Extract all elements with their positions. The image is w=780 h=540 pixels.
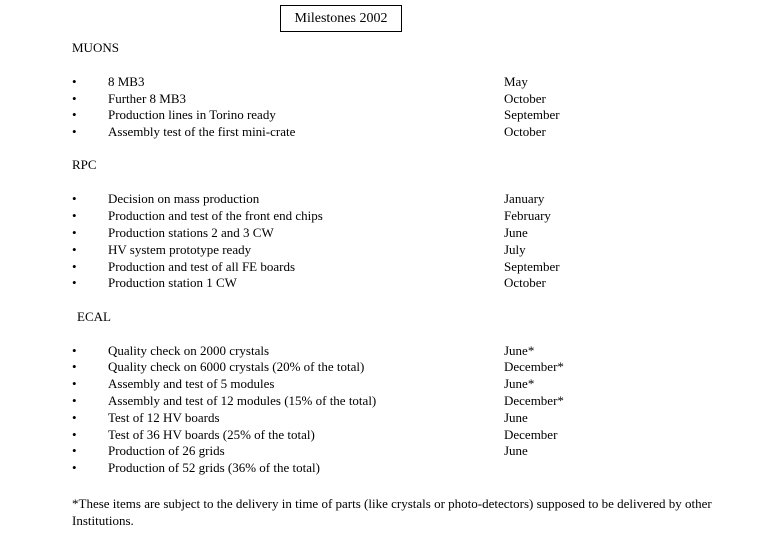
milestone-date: February bbox=[504, 208, 551, 223]
milestone-date: September bbox=[504, 259, 560, 274]
list-item bbox=[0, 124, 780, 140]
milestone-text: Test of 12 HV boards bbox=[108, 410, 220, 425]
bullet-icon: • bbox=[72, 91, 77, 106]
list-item bbox=[0, 460, 780, 476]
list-item bbox=[0, 410, 780, 426]
list-item bbox=[0, 343, 780, 359]
milestone-text: Test of 36 HV boards (25% of the total) bbox=[108, 427, 315, 442]
list-item bbox=[0, 91, 780, 107]
milestone-date: September bbox=[504, 107, 560, 122]
milestone-date: December* bbox=[504, 393, 564, 408]
list-item bbox=[0, 191, 780, 207]
milestone-date: June bbox=[504, 225, 528, 240]
milestone-date: May bbox=[504, 74, 528, 89]
list-item bbox=[0, 427, 780, 443]
milestone-text: 8 MB3 bbox=[108, 74, 145, 89]
section-heading-muons: MUONS bbox=[72, 40, 119, 55]
milestone-date: June bbox=[504, 443, 528, 458]
list-item bbox=[0, 208, 780, 224]
milestone-date: June bbox=[504, 410, 528, 425]
milestone-text: Assembly test of the first mini-crate bbox=[108, 124, 296, 139]
list-item bbox=[0, 376, 780, 392]
milestone-text: Production of 52 grids (36% of the total) bbox=[108, 460, 320, 475]
bullet-icon: • bbox=[72, 259, 77, 274]
milestone-text: Quality check on 2000 crystals bbox=[108, 343, 270, 358]
list-item bbox=[0, 107, 780, 123]
list-item bbox=[0, 359, 780, 375]
milestone-text: Production lines in Torino ready bbox=[108, 107, 276, 122]
milestone-date: December* bbox=[504, 359, 564, 374]
milestone-date: June* bbox=[504, 343, 535, 358]
milestone-text: Production of 26 grids bbox=[108, 443, 225, 458]
milestone-text: Production station 1 CW bbox=[108, 275, 237, 290]
milestone-text: Assembly and test of 5 modules bbox=[108, 376, 275, 391]
milestone-date: December bbox=[504, 427, 558, 442]
milestone-date: October bbox=[504, 275, 546, 290]
milestone-date: October bbox=[504, 91, 546, 106]
list-item bbox=[0, 275, 780, 291]
bullet-icon: • bbox=[72, 376, 77, 391]
bullet-icon: • bbox=[72, 242, 77, 257]
list-item bbox=[0, 74, 780, 90]
milestone-date: January bbox=[504, 191, 545, 206]
milestone-text: Assembly and test of 12 modules (15% of the total) bbox=[108, 393, 377, 408]
milestone-text: Production and test of all FE boards bbox=[108, 259, 296, 274]
section-heading-ecal: ECAL bbox=[77, 309, 111, 324]
milestone-text: HV system prototype ready bbox=[108, 242, 252, 257]
bullet-icon: • bbox=[72, 343, 77, 358]
list-item bbox=[0, 393, 780, 409]
bullet-icon: • bbox=[72, 225, 77, 240]
footnote: *These items are subject to the delivery in time of parts (like crystals or photo-detectors) supposed to be delivered by other Institutions. bbox=[72, 496, 712, 528]
page-title: Milestones 2002 bbox=[280, 5, 402, 32]
milestone-text: Further 8 MB3 bbox=[108, 91, 186, 106]
bullet-icon: • bbox=[72, 208, 77, 223]
list-item bbox=[0, 443, 780, 459]
milestone-text: Production and test of the front end chips bbox=[108, 208, 323, 223]
bullet-icon: • bbox=[72, 107, 77, 122]
bullet-icon: • bbox=[72, 443, 77, 458]
list-item bbox=[0, 259, 780, 275]
bullet-icon: • bbox=[72, 275, 77, 290]
bullet-icon: • bbox=[72, 74, 77, 89]
bullet-icon: • bbox=[72, 460, 77, 475]
list-item bbox=[0, 242, 780, 258]
milestone-date: October bbox=[504, 124, 546, 139]
milestone-text: Decision on mass production bbox=[108, 191, 260, 206]
milestone-date: June* bbox=[504, 376, 535, 391]
bullet-icon: • bbox=[72, 359, 77, 374]
list-item bbox=[0, 225, 780, 241]
bullet-icon: • bbox=[72, 410, 77, 425]
milestone-text: Quality check on 6000 crystals (20% of the total) bbox=[108, 359, 365, 374]
bullet-icon: • bbox=[72, 393, 77, 408]
bullet-icon: • bbox=[72, 124, 77, 139]
milestone-date: July bbox=[504, 242, 526, 257]
bullet-icon: • bbox=[72, 191, 77, 206]
bullet-icon: • bbox=[72, 427, 77, 442]
section-heading-rpc: RPC bbox=[72, 157, 97, 172]
milestone-text: Production stations 2 and 3 CW bbox=[108, 225, 274, 240]
